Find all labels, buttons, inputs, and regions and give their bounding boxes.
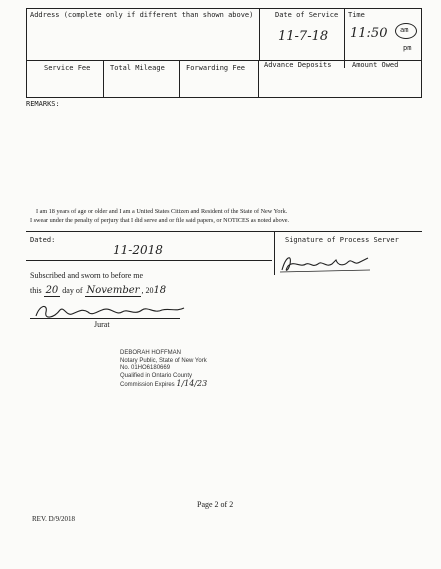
- amount-owed-label: Amount Owed: [352, 61, 399, 69]
- forwarding-fee-label: Forwarding Fee: [186, 64, 246, 72]
- remarks-label: REMARKS:: [26, 100, 60, 108]
- affirmation-line-1: I am 18 years of age or older and I am a United States Citizen and Resident of the State of New York.: [36, 208, 288, 215]
- notary-state: Notary Public, State of New York: [120, 357, 207, 364]
- this-label: this: [30, 286, 42, 295]
- notary-name: DEBORAH HOFFMAN: [120, 350, 182, 356]
- notary-expires-label: Commission Expires: [120, 382, 175, 388]
- subscribed-date-line: [30, 285, 166, 296]
- process-server-signature: [278, 250, 378, 276]
- revision-label: REV. D/9/2018: [32, 515, 76, 523]
- date-of-service-label: Date of Service: [275, 11, 339, 19]
- time-value: 11:50: [350, 26, 388, 41]
- am-label: am: [400, 26, 409, 34]
- signature-label: Signature of Process Server: [285, 236, 399, 244]
- year-prefix: , 20: [141, 286, 154, 295]
- dated-label: Dated:: [30, 236, 56, 244]
- jurat-label: Jurat: [94, 320, 110, 329]
- total-mileage-label: Total Mileage: [110, 64, 165, 72]
- notary-number: No. 01HO6180669: [120, 365, 171, 371]
- pm-label: pm: [403, 44, 412, 52]
- month-value: November: [86, 285, 140, 296]
- notary-expires-value: 1/14/23: [176, 379, 208, 388]
- dated-value: 11-2018: [113, 243, 163, 257]
- affirmation-line-2: I swear under the penalty of perjury that I did serve and or file said papers, or NOTICES as noted above.: [30, 217, 290, 224]
- notary-stamp: [120, 350, 207, 390]
- notary-expires: [120, 380, 207, 390]
- address-label: Address (complete only if different than shown above): [30, 11, 254, 19]
- day-value: 20: [45, 285, 59, 296]
- year-value: 18: [153, 285, 167, 296]
- service-fee-label: Service Fee: [44, 64, 91, 72]
- notary-county: Qualified in Ontario County: [120, 372, 193, 379]
- page-number: Page 2 of 2: [197, 500, 234, 509]
- date-of-service-value: 11-7-18: [278, 29, 329, 44]
- subscribed-line: Subscribed and sworn to before me: [30, 271, 144, 280]
- advance-deposits-label: Advance Deposits: [264, 61, 332, 69]
- day-of-label: day of: [62, 286, 83, 295]
- time-label: Time: [348, 11, 365, 19]
